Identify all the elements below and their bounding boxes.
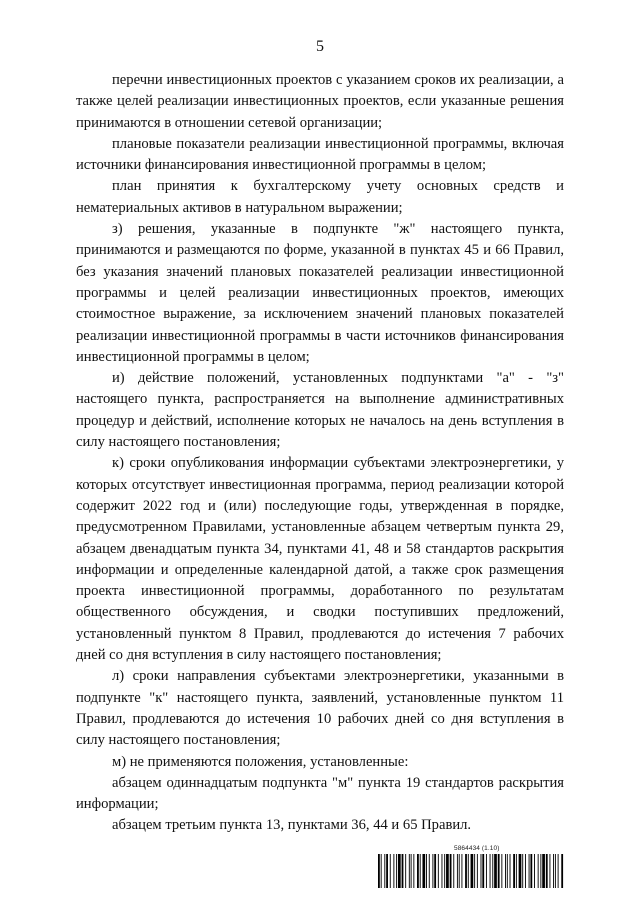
barcode-bar [442, 854, 443, 888]
barcode-bar [553, 854, 554, 888]
paragraph: и) действие положений, установленных подпунктами "а" - "з" настоящего пункта, распространяется на выполнение административных процедур и действий, исполнение которых не началось на день вступления в силу настоящего постановления; [76, 370, 564, 451]
barcode-bar [386, 854, 388, 888]
barcode-bar [413, 854, 414, 888]
barcode-bar [558, 854, 559, 888]
barcode-bar [426, 854, 427, 888]
barcode-bar [494, 854, 497, 888]
barcode-block [378, 845, 564, 891]
paragraph: абзацем третьим пункта 13, пунктами 36, 44 и 65 Правил. [112, 817, 472, 834]
barcode-bar [540, 854, 541, 888]
barcode-bar [465, 854, 467, 888]
barcode-bar [474, 854, 475, 888]
barcode-bar [378, 854, 380, 888]
barcode-bar [411, 854, 412, 888]
barcode-bar [457, 854, 458, 888]
barcode-bar [417, 854, 419, 888]
barcode-bar [492, 854, 493, 888]
barcode-bar [542, 854, 545, 888]
barcode-bar [402, 854, 404, 888]
barcode-bar [468, 854, 469, 888]
barcode [378, 854, 564, 888]
page-number: 5 [316, 38, 324, 55]
barcode-bar [507, 854, 508, 888]
document-body [76, 70, 564, 837]
barcode-bar [555, 854, 556, 888]
barcode-bar [529, 854, 530, 888]
barcode-bar [522, 854, 523, 888]
barcode-bar [510, 854, 511, 888]
barcode-bar [481, 854, 482, 888]
barcode-bar [393, 854, 394, 888]
barcode-bar [434, 854, 436, 888]
barcode-bar [444, 854, 445, 888]
barcode-bar [530, 854, 532, 888]
barcode-bar [505, 854, 506, 888]
barcode-bar [453, 854, 454, 888]
barcode-bar [381, 854, 382, 888]
barcode-bar [534, 854, 535, 888]
barcode-bar [546, 854, 548, 888]
barcode-bar [461, 854, 462, 888]
barcode-bar [446, 854, 449, 888]
barcode-bar [519, 854, 522, 888]
paragraph: плановые показатели реализации инвестиционной программы, включая источники финансирования инвестиционной программы в целом; [76, 135, 564, 174]
barcode-bar [516, 854, 517, 888]
paragraph: план принятия к бухгалтерскому учету основных средств и нематериальных активов в натуральном выражении; [76, 178, 564, 216]
barcode-bar [438, 854, 439, 888]
paragraph: перечни инвестиционных проектов с указанием сроков их реализации, а также целей реализации инвестиционных проектов, если указанные решения принимаются в отношении сетевой организации; [76, 72, 564, 131]
paragraph: м) не применяются положения, установленные: [112, 753, 409, 770]
barcode-bar [538, 854, 539, 888]
barcode-bar [429, 854, 430, 888]
barcode-bar [561, 854, 563, 888]
barcode-bar [513, 854, 515, 888]
paragraph: абзацем одиннадцатым подпункта "м" пункта 19 стандартов раскрытия информации; [76, 774, 564, 813]
barcode-bar [498, 854, 500, 888]
barcode-bar [409, 854, 410, 888]
barcode-bar [501, 854, 502, 888]
barcode-bar [390, 854, 391, 888]
barcode-bar [549, 854, 550, 888]
barcode-bar [384, 854, 385, 888]
barcode-bar [525, 854, 526, 888]
paragraph: к) сроки опубликования информации субъектами электроэнергетики, у которых отсутствует инвестиционная программа, период реализации которой содержит 2022 год и (или) последующие годы, утвержденная в порядке, предусмотренном Правилами, установленные абзацем четвертым пункта 29, абзацем двенадцатым пункта 34, пунктами 41, 48 и 58 стандартов раскрытия информации и определенные календарной датой, а также срок размещения проекта инвестиционной программы, доработанного по результатам общественного обсуждения, и сводки поступивших предложений, установленный пунктом 8 Правил, продлеваются до истечения 7 рабочих дней со дня вступления в силу настоящего постановления; [76, 455, 564, 664]
barcode-bar [490, 854, 491, 888]
barcode-bar [471, 854, 474, 888]
barcode-bar [398, 854, 401, 888]
paragraph: л) сроки направления субъектами электроэнергетики, указанными в подпункте "к" настоящего пункта, заявлений, установленные пунктом 11 Правил, продлеваются до истечения 10 рабочих дней со дня вступления в силу настоящего постановления; [76, 668, 564, 749]
barcode-bar [486, 854, 487, 888]
barcode-bar [482, 854, 484, 888]
paragraph: з) решения, указанные в подпункте "ж" настоящего пункта, принимаются и размещаются по форме, указанной в пунктах 45 и 66 Правил, без указания значений плановых показателей реализации инвестиционной программы и целей реализации инвестиционных проектов, имеющих стоимостное выражение, за исключением значений плановых показателей реализации инвестиционной программы в части источников финансирования инвестиционной программы в целом; [76, 221, 564, 365]
barcode-bar [432, 854, 433, 888]
barcode-bar [450, 854, 452, 888]
barcode-bar [422, 854, 425, 888]
barcode-bar [405, 854, 406, 888]
barcode-label: 5864434 (1.10) [454, 845, 500, 852]
barcode-bar [396, 854, 397, 888]
barcode-bar [459, 854, 460, 888]
barcode-bar [477, 854, 478, 888]
barcode-bar [420, 854, 421, 888]
